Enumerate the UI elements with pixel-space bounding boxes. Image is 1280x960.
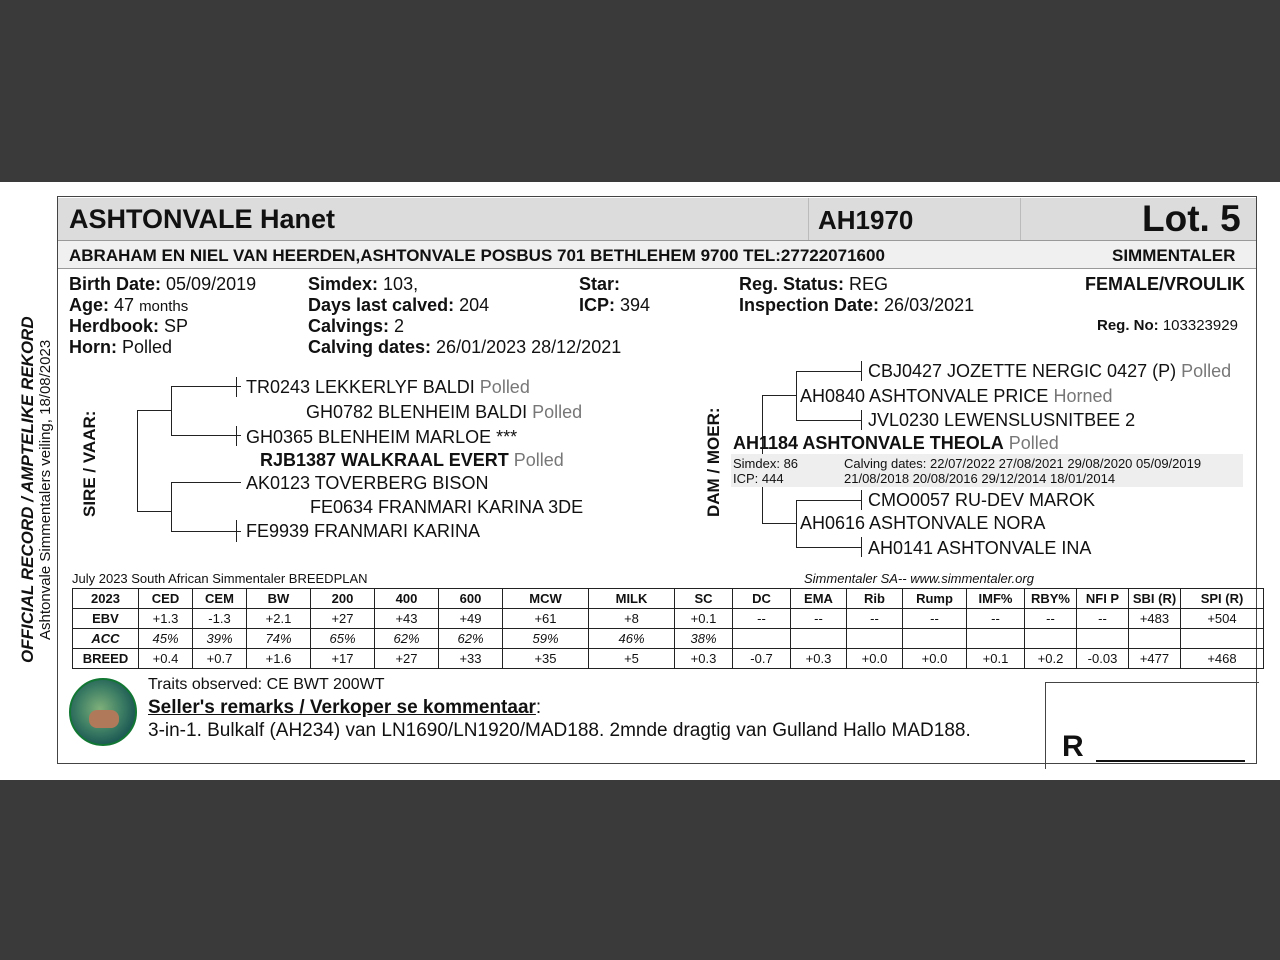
- pedigree-line: [762, 523, 796, 524]
- ebv-cell: +0.4: [139, 649, 193, 669]
- ebv-cell: CEM: [193, 589, 247, 609]
- pedigree-line: [796, 500, 797, 548]
- ebv-cell: +8: [589, 609, 675, 629]
- sire-sire: TR0243 LEKKERLYF BALDI Polled: [246, 377, 530, 397]
- sire: RJB1387 WALKRAAL EVERT Polled: [260, 450, 564, 470]
- breedplan-source: July 2023 South African Simmentaler BREEDPLAN: [72, 571, 368, 586]
- ebv-cell: 65%: [311, 629, 375, 649]
- breedplan-site: Simmentaler SA-- www.simmentaler.org: [804, 571, 1034, 586]
- dam-label: DAM / MOER:: [704, 407, 723, 517]
- ebv-cell: SPI (R): [1181, 589, 1264, 609]
- ebv-cell: --: [1077, 609, 1129, 629]
- dam-dam: AH0616 ASHTONVALE NORA: [800, 513, 1046, 533]
- ebv-cell: +1.3: [139, 609, 193, 629]
- ebv-cell: EMA: [791, 589, 847, 609]
- ebv-cell: 400: [375, 589, 439, 609]
- ebv-cell: [1181, 629, 1264, 649]
- dam: AH1184 ASHTONVALE THEOLA Polled: [733, 433, 1059, 453]
- horn-field: Horn: Polled: [69, 337, 173, 357]
- dam-sire-dam: JVL0230 LEWENSLUSNITBEE 2: [868, 410, 1136, 430]
- dam-simdex: Simdex: 86: [733, 456, 799, 471]
- ebv-cell: +0.2: [1025, 649, 1077, 669]
- ebv-cell: +0.0: [847, 649, 903, 669]
- pedigree-line: [796, 500, 861, 501]
- herdbook-field: Herdbook: SP: [69, 316, 189, 336]
- ebv-row: [73, 609, 1264, 629]
- sale-label: Ashtonvale Simmentalers veiling, 18/08/2023: [37, 339, 54, 640]
- ebv-cell: +483: [1129, 609, 1181, 629]
- dam-sire-sire: CBJ0427 JOZETTE NERGIC 0427 (P) Polled: [868, 361, 1232, 381]
- ebv-cell: +61: [503, 609, 589, 629]
- pedigree-line: [137, 410, 171, 411]
- ebv-cell: Rump: [903, 589, 967, 609]
- ebv-cell: [967, 629, 1025, 649]
- ebv-cell: 74%: [247, 629, 311, 649]
- pedigree-line: [137, 511, 171, 512]
- ebv-cell: 2023: [73, 589, 139, 609]
- sire-dam-sire: GH0365 BLENHEIM MARLOE ***: [246, 427, 518, 447]
- ebv-cell: 59%: [503, 629, 589, 649]
- pedigree-line: [171, 386, 172, 436]
- ebv-cell: +0.1: [675, 609, 733, 629]
- pedigree-line: [171, 531, 241, 532]
- ebv-cell: +17: [311, 649, 375, 669]
- price-label: R: [1062, 730, 1084, 763]
- dam-icp: ICP: 444: [733, 471, 784, 486]
- pedigree-line: [861, 490, 862, 510]
- pedigree-line: [861, 537, 862, 557]
- ebv-cell: [791, 629, 847, 649]
- ebv-cell: 62%: [375, 629, 439, 649]
- ebv-cell: --: [847, 609, 903, 629]
- sire-dam: FE9939 FRANMARI KARINA: [246, 521, 481, 541]
- ebv-cell: +49: [439, 609, 503, 629]
- official-record-label: OFFICIAL RECORD / AMPTELIKE REKORD: [18, 316, 37, 663]
- ebv-cell: [733, 629, 791, 649]
- ebv-cell: +468: [1181, 649, 1264, 669]
- ebv-cell: 600: [439, 589, 503, 609]
- simdex-field: Simdex: 103,: [308, 274, 419, 294]
- inspection-date-field: Inspection Date: 26/03/2021: [739, 295, 975, 315]
- pedigree-line: [171, 386, 241, 387]
- reg-status-field: Reg. Status: REG: [739, 274, 889, 294]
- ebv-cell: Rib: [847, 589, 903, 609]
- ebv-cell: +0.3: [791, 649, 847, 669]
- dam-calving-dates: Calving dates: 22/07/2022 27/08/2021 29/08/2020 05/09/2019: [844, 456, 1202, 471]
- dam-sire: AH0840 ASHTONVALE PRICE Horned: [800, 386, 1113, 406]
- title-divider: [808, 198, 809, 240]
- ebv-cell: [1077, 629, 1129, 649]
- pedigree-line: [796, 420, 861, 421]
- ebv-cell: --: [903, 609, 967, 629]
- ebv-cell: MCW: [503, 589, 589, 609]
- ebv-cell: 38%: [675, 629, 733, 649]
- pedigree-line: [796, 371, 797, 421]
- sire-dam-dam-line: FE0634 FRANMARI KARINA 3DE: [310, 497, 584, 517]
- ebv-cell: -0.03: [1077, 649, 1129, 669]
- pedigree-line: [861, 410, 862, 430]
- ebv-cell: MILK: [589, 589, 675, 609]
- days-last-calved-field: Days last calved: 204: [308, 295, 490, 315]
- pedigree-line: [171, 482, 241, 483]
- ebv-cell: 200: [311, 589, 375, 609]
- sire-dam-sire-line: AK0123 TOVERBERG BISON: [246, 473, 489, 493]
- star-field: Star:: [579, 274, 621, 294]
- ebv-cell: RBY%: [1025, 589, 1077, 609]
- pedigree-line: [171, 435, 241, 436]
- pedigree-line: [137, 410, 138, 511]
- sire-label: SIRE / VAAR:: [80, 410, 99, 517]
- ebv-cell: -0.7: [733, 649, 791, 669]
- icp-field: ICP: 394: [579, 295, 651, 315]
- ebv-cell: +477: [1129, 649, 1181, 669]
- ebv-cell: EBV: [73, 609, 139, 629]
- ebv-cell: +35: [503, 649, 589, 669]
- sex-field: FEMALE/VROULIK: [1085, 274, 1245, 294]
- ebv-cell: DC: [733, 589, 791, 609]
- ebv-cell: +5: [589, 649, 675, 669]
- ebv-cell: [903, 629, 967, 649]
- price-input-line[interactable]: [1096, 760, 1245, 762]
- ebv-cell: IMF%: [967, 589, 1025, 609]
- remarks-title: Seller's remarks / Verkoper se kommentaar:: [148, 697, 542, 718]
- ebv-cell: +2.1: [247, 609, 311, 629]
- calvings-field: Calvings: 2: [308, 316, 405, 336]
- pedigree-line: [796, 371, 861, 372]
- acc-row: [73, 629, 1264, 649]
- ebv-cell: +33: [439, 649, 503, 669]
- society-logo: [69, 678, 137, 746]
- reg-no-field: Reg. No: 103323929: [1097, 317, 1238, 334]
- breed-avg-row: [73, 649, 1264, 669]
- ebv-cell: +27: [311, 609, 375, 629]
- dam-dam-sire: CMO0057 RU-DEV MAROK: [868, 490, 1096, 510]
- pedigree-line: [236, 426, 237, 446]
- ebv-cell: +0.0: [903, 649, 967, 669]
- ebv-cell: +1.6: [247, 649, 311, 669]
- lot-number: Lot. 5: [1142, 198, 1241, 239]
- ebv-cell: --: [1025, 609, 1077, 629]
- age-field: Age: 47 months: [69, 295, 189, 315]
- pedigree-line: [796, 547, 861, 548]
- ebv-cell: +504: [1181, 609, 1264, 629]
- pedigree-line: [762, 395, 796, 396]
- dam-dam-dam: AH0141 ASHTONVALE INA: [868, 538, 1092, 558]
- ebv-cell: +0.7: [193, 649, 247, 669]
- ebv-cell: +0.1: [967, 649, 1025, 669]
- ebv-cell: ACC: [73, 629, 139, 649]
- pedigree-line: [861, 361, 862, 381]
- ebv-cell: NFI P: [1077, 589, 1129, 609]
- ebv-cell: +27: [375, 649, 439, 669]
- sire-granddam-line: GH0782 BLENHEIM BALDI Polled: [306, 402, 583, 422]
- breed-name: SIMMENTALER: [1112, 246, 1236, 265]
- ebv-cell: [1025, 629, 1077, 649]
- ebv-cell: +43: [375, 609, 439, 629]
- dam-calving-dates-2: 21/08/2018 20/08/2016 29/12/2014 18/01/2014: [844, 471, 1116, 486]
- animal-id: AH1970: [818, 205, 914, 235]
- ebv-cell: +0.3: [675, 649, 733, 669]
- remarks-text: 3-in-1. Bulkalf (AH234) van LN1690/LN1920/MAD188. 2mnde dragtig van Gulland Hallo MAD188.: [148, 720, 971, 741]
- title-divider: [1020, 198, 1021, 240]
- ebv-cell: 45%: [139, 629, 193, 649]
- ebv-cell: 46%: [589, 629, 675, 649]
- ebv-cell: BREED: [73, 649, 139, 669]
- ebv-cell: --: [733, 609, 791, 629]
- ebv-header-row: [73, 589, 1264, 609]
- ebv-cell: SC: [675, 589, 733, 609]
- ebv-cell: [847, 629, 903, 649]
- pedigree-line: [236, 520, 237, 542]
- ebv-cell: CED: [139, 589, 193, 609]
- ebv-cell: --: [967, 609, 1025, 629]
- ebv-cell: SBI (R): [1129, 589, 1181, 609]
- pedigree-line: [236, 377, 237, 397]
- ebv-cell: -1.3: [193, 609, 247, 629]
- ebv-cell: [1129, 629, 1181, 649]
- ebv-cell: 39%: [193, 629, 247, 649]
- ebv-cell: --: [791, 609, 847, 629]
- owner-details: ABRAHAM EN NIEL VAN HEERDEN,ASHTONVALE POSBUS 701 BETHLEHEM 9700 TEL:27722071600: [69, 246, 885, 265]
- ebv-table: [72, 588, 1264, 669]
- birth-date-field: Birth Date: 05/09/2019: [69, 274, 257, 294]
- animal-name: ASHTONVALE Hanet: [69, 204, 336, 234]
- ebv-cell: BW: [247, 589, 311, 609]
- calving-dates-field: Calving dates: 26/01/2023 28/12/2021: [308, 337, 622, 357]
- ebv-cell: 62%: [439, 629, 503, 649]
- traits-observed: Traits observed: CE BWT 200WT: [148, 676, 385, 693]
- pedigree-line: [171, 482, 172, 532]
